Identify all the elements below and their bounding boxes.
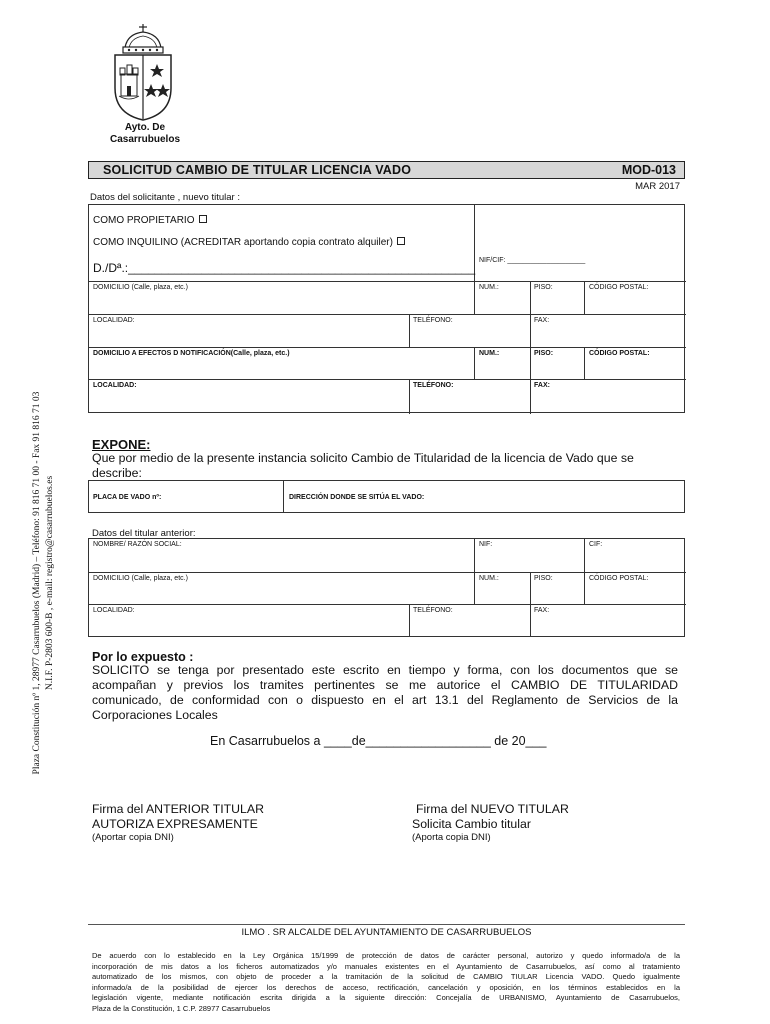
footer-addressee: ILMO . SR ALCALDE DEL AYUNTAMIENTO DE CASARRUBUELOS <box>241 927 532 938</box>
footer-legal-text <box>92 951 680 1014</box>
side-nif-line: N.I.F. P-2803 600-B , e-mail: registro@casarrubuelos.es <box>45 475 55 691</box>
form-title-bar <box>88 161 685 179</box>
telefono-label: TELÉFONO: <box>413 317 453 324</box>
request-line3: comunicado, de conformidad con o dispuesto en el art 13.1 del Reglamento de Servicios de la <box>92 693 678 707</box>
notif-num-label: NUM.: <box>479 350 500 357</box>
tenant-checkbox[interactable] <box>397 237 405 245</box>
notif-domicilio-label: DOMICILIO A EFECTOS D NOTIFICACIÓN(Calle, plaza, etc.) <box>93 350 290 357</box>
vado-box <box>88 480 685 513</box>
previous-nif-label: NIF: <box>479 541 493 548</box>
form-date: MAR 2017 <box>635 181 680 192</box>
piso-label: PISO: <box>534 284 553 291</box>
expone-heading: EXPONE: <box>92 437 151 452</box>
codigo-postal-label: CÓDIGO POSTAL: <box>589 284 649 291</box>
previous-cif-label: CIF: <box>589 541 603 548</box>
localidad-label: LOCALIDAD: <box>93 317 135 324</box>
owner-checkbox[interactable] <box>199 215 207 223</box>
request-heading: Por lo expuesto : <box>92 650 194 664</box>
previous-cp-label: CÓDIGO POSTAL: <box>589 575 649 582</box>
applicant-box <box>88 204 685 413</box>
previous-telefono-label: TELÉFONO: <box>413 607 453 614</box>
direccion-vado-label: DIRECCIÓN DONDE SE SITÚA EL VADO: <box>289 494 425 501</box>
previous-localidad-label: LOCALIDAD: <box>93 607 135 614</box>
previous-box <box>88 538 685 637</box>
side-address-text <box>31 363 57 803</box>
previous-signature-line2: AUTORIZA EXPRESAMENTE <box>92 817 258 831</box>
legal-line5: legislación vigente, mediante notificación escrita dirigida a la siguiente dirección: Concejalía de URBANISMO, Ayuntamiento de Casarrubuelos, <box>92 993 680 1002</box>
new-signature <box>412 802 569 844</box>
form-title: SOLICITUD CAMBIO DE TITULAR LICENCIA VADO <box>103 163 412 177</box>
previous-domicilio-label: DOMICILIO (Calle, plaza, etc.) <box>93 575 188 582</box>
form-code: MOD-013 <box>621 163 676 177</box>
owner-option[interactable] <box>93 215 207 226</box>
tenant-option[interactable] <box>93 237 405 248</box>
notif-fax-label: FAX: <box>534 382 550 389</box>
previous-piso-label: PISO: <box>534 575 553 582</box>
previous-signature <box>92 802 264 844</box>
applicant-nif-field[interactable]: NIF/CIF: ____________________ <box>479 257 586 264</box>
previous-signature-note: (Aportar copia DNI) <box>92 832 174 843</box>
municipality-label: Ayto. De <box>124 122 166 133</box>
request-line1: SOLICITO se tenga por presentado este escrito en tiempo y forma, con los documentos que se <box>92 663 678 677</box>
legal-line3: automatizado de los mismos, con objeto de proceder a la tramitación de la solicitud de CAMBIO TIULAR Licencia VADO. Quedo igualmente <box>92 972 680 981</box>
notif-localidad-label: LOCALIDAD: <box>93 382 137 389</box>
previous-section-label: Datos del titular anterior: <box>92 528 196 539</box>
municipality-name <box>95 122 195 146</box>
new-signature-line2: Solicita Cambio titular <box>412 817 531 831</box>
request-line2: acompañan y previos los tramites pertinentes se me autorice el CAMBIO DE TITULARIDAD <box>92 678 678 692</box>
side-address-line: Plaza Constitución nº 1, 28977 Casarrubuelos (Madrid) – Teléfono: 91 816 71 00 - Fax 91 816 71 03 <box>32 391 42 775</box>
municipal-crest-logo <box>105 22 181 124</box>
num-label: NUM.: <box>479 284 499 291</box>
domicilio-label: DOMICILIO (Calle, plaza, etc.) <box>93 284 188 291</box>
expone-text <box>92 451 672 481</box>
placa-vado-label: PLACA DE VADO nº: <box>93 494 162 501</box>
place-date-field[interactable]: En Casarrubuelos a ____de__________________ de 20___ <box>210 734 547 748</box>
notif-cp-label: CÓDIGO POSTAL: <box>589 350 650 357</box>
previous-num-label: NUM.: <box>479 575 499 582</box>
expone-text-line1: Que por medio de la presente instancia solicito Cambio de Titularidad de la licencia de Vado que se <box>92 451 634 465</box>
previous-nombre-label: NOMBRE/ RAZÓN SOCIAL: <box>93 541 182 548</box>
legal-line1: De acuerdo con lo establecido en la Ley Orgánica 15/1999 de protección de datos de carácter personal, autorizo y quedo informado/a de la <box>92 951 680 960</box>
expone-text-line2: describe: <box>92 466 142 480</box>
applicant-name-field[interactable]: D./Dª.:____________________________________________________ <box>93 261 476 275</box>
tenant-option-label: COMO INQUILINO (ACREDITAR aportando copia contrato alquiler) <box>93 237 393 248</box>
new-signature-line1: Firma del NUEVO TITULAR <box>416 802 569 816</box>
previous-signature-line1: Firma del ANTERIOR TITULAR <box>92 802 264 816</box>
owner-option-label: COMO PROPIETARIO <box>93 215 195 226</box>
legal-line6: Plaza de la Constitución, 1 C.P. 28977 Casarrubuelos <box>92 1003 271 1013</box>
request-line4: Corporaciones Locales <box>92 708 218 722</box>
notif-piso-label: PISO: <box>534 350 554 357</box>
applicant-section-label: Datos del solicitante , nuevo titular : <box>90 192 240 203</box>
legal-line2: incorporación de mis datos a los ficheros automatizados y/o manuales existentes en el Ayuntamiento de Casarrubuelos, así como al tratamiento <box>92 961 680 971</box>
fax-label: FAX: <box>534 317 550 324</box>
previous-fax-label: FAX: <box>534 607 550 614</box>
footer-divider <box>88 924 685 925</box>
legal-line4: informado/a de la posibilidad de ejercer los derechos de acceso, rectificación, cancelación y oposición, en los términos establecidos en la <box>92 982 680 992</box>
notif-telefono-label: TELÉFONO: <box>413 382 454 389</box>
municipality-town: Casarrubuelos <box>109 134 181 145</box>
new-signature-note: (Aporta copia DNI) <box>412 832 491 843</box>
request-text <box>92 663 678 723</box>
